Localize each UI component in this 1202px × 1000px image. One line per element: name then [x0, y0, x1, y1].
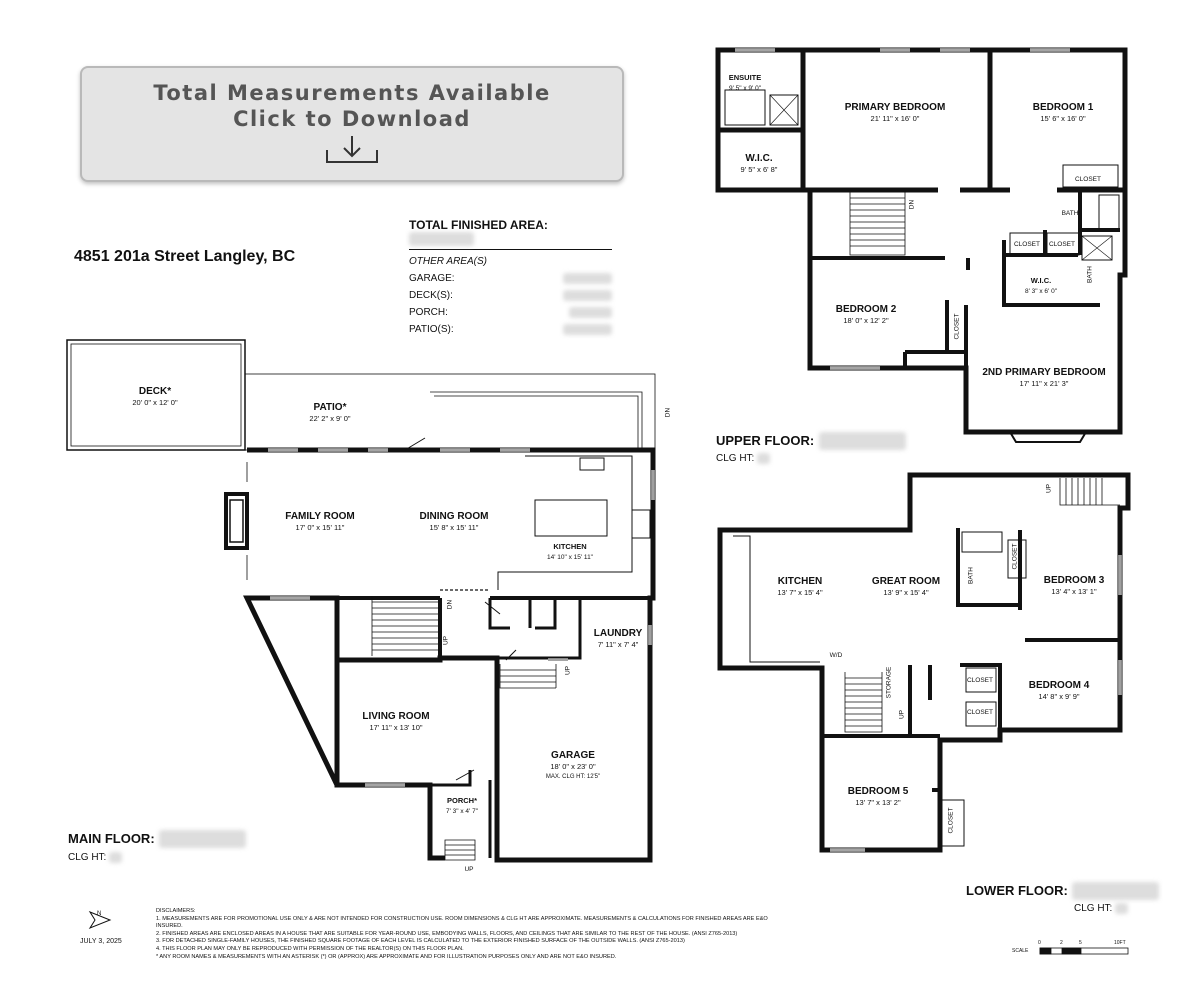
room-dimensions: 8' 3" x 6' 0": [1024, 288, 1058, 295]
room-dimensions: 13' 4" x 13' 1": [1051, 587, 1097, 596]
dn-label: DN: [908, 199, 916, 210]
disclaimer-line: 1. MEASUREMENTS ARE FOR PROMOTIONAL USE ONLY & ARE NOT INTENDED FOR CONSTRUCTION USE. ROOM DIMENSIONS & CLG HT ARE APPROXIMATE. MEASUREMENTS & CALCULATIONS FOR FINISHED AREAS ARE E&O INSURED.: [156, 915, 768, 930]
room-name: BEDROOM 1: [1032, 102, 1094, 113]
room-name: KITCHEN: [777, 576, 823, 587]
room-label-ensuite: [665, 72, 825, 94]
closet-label: CLOSET: [1011, 543, 1019, 570]
room-name: GARAGE: [551, 750, 595, 761]
room-name: W.I.C.: [1030, 276, 1052, 285]
room-label-primary: [815, 102, 975, 124]
storage-label: STORAGE: [885, 666, 893, 699]
room-dimensions: 18' 0" x 12' 2": [843, 316, 889, 325]
room-label-bed1: [983, 102, 1143, 124]
room-name: DINING ROOM: [419, 511, 489, 522]
compass-label: N: [97, 911, 102, 917]
scale-tick: 2: [1060, 940, 1063, 946]
redacted-value: [109, 852, 122, 863]
closet-label: CLOSET: [947, 807, 955, 834]
plan-date: JULY 3, 2025: [80, 938, 122, 945]
closet-label: CLOSET: [953, 313, 961, 340]
room-name: BEDROOM 4: [1028, 680, 1090, 691]
scale-tick: 10FT: [1114, 940, 1126, 946]
clg-label: CLG HT:: [716, 453, 755, 464]
room-label-bed5: [798, 786, 958, 808]
room-dimensions: 17' 11" x 21' 3": [1019, 379, 1069, 388]
area-row-label: PORCH:: [409, 307, 448, 318]
room-label-deck: [75, 386, 235, 408]
area-row-label: PATIO(S):: [409, 324, 454, 335]
room-name: DECK*: [138, 386, 172, 397]
room-dimensions: 18' 0" x 23' 0": [550, 762, 596, 771]
dn-label: DN: [664, 407, 672, 418]
room-note: MAX. CLG HT: 12'5": [545, 774, 601, 780]
room-label-bed2: [786, 304, 946, 326]
room-dimensions: 9' 5" x 6' 8": [740, 165, 778, 174]
scale-tick: 0: [1038, 940, 1041, 946]
room-label-bed3: [994, 575, 1154, 597]
room-dimensions: 13' 7" x 13' 2": [855, 798, 901, 807]
room-dimensions: 13' 9" x 15' 4": [883, 588, 929, 597]
download-line-1: Total Measurements Available: [153, 81, 551, 105]
scale-tick: 5: [1079, 940, 1082, 946]
room-dimensions: 14' 8" x 9' 9": [1038, 692, 1080, 701]
room-label-wic-upper: [679, 153, 839, 175]
lower-floor-title: [966, 882, 1159, 900]
redacted-value: [159, 830, 246, 848]
scale-label: SCALE: [1012, 948, 1029, 954]
room-dimensions: 14' 10" x 15' 11": [546, 554, 593, 561]
room-name: ENSUITE: [728, 73, 762, 82]
room-dimensions: 17' 11" x 13' 10": [369, 723, 423, 732]
area-row-label: GARAGE:: [409, 273, 455, 284]
room-dimensions: 22' 2" x 9' 0": [309, 414, 351, 423]
room-name: BEDROOM 5: [847, 786, 909, 797]
room-label-garage: [493, 750, 653, 783]
room-dimensions: 9' 5" x 9' 0": [728, 85, 762, 92]
main-floor-title: [68, 830, 246, 848]
room-name: BEDROOM 3: [1043, 575, 1105, 586]
upper-floor-clg: [716, 453, 770, 464]
up-label: UP: [442, 635, 450, 646]
disclaimer: [156, 908, 796, 961]
room-name: FAMILY ROOM: [285, 511, 355, 522]
floor-title-text: MAIN FLOOR:: [68, 831, 155, 846]
room-name: PATIO*: [313, 402, 347, 413]
room-name: LAUNDRY: [593, 628, 643, 639]
room-label-bed4: [979, 680, 1139, 702]
upper-floor-title: [716, 432, 906, 450]
room-name: BEDROOM 2: [835, 304, 897, 315]
lower-floor-clg: [1074, 903, 1128, 914]
room-label-dining: [374, 511, 534, 533]
room-dimensions: 20' 0" x 12' 0": [132, 398, 178, 407]
other-areas-label: OTHER AREA(S): [409, 256, 487, 267]
room-label-great: [826, 576, 986, 598]
room-label-primary2: [964, 367, 1124, 389]
up-label: UP: [898, 709, 906, 720]
room-label-porch: [382, 795, 542, 817]
closet-label: CLOSET: [966, 677, 993, 684]
room-name: LIVING ROOM: [362, 711, 430, 722]
room-label-patio: [250, 402, 410, 424]
room-dimensions: 7' 11" x 7' 4": [597, 640, 639, 649]
name-label: BATH: [1061, 210, 1079, 217]
room-dimensions: 15' 6" x 16' 0": [1040, 114, 1086, 123]
room-name: PRIMARY BEDROOM: [844, 102, 946, 113]
total-area-label: TOTAL FINISHED AREA:: [409, 218, 548, 232]
disclaimer-line: 4. THIS FLOOR PLAN MAY ONLY BE REPRODUCED WITH PERMISSION OF THE REALTOR(S) ON THIS FLOOR PLAN.: [156, 945, 464, 952]
room-dimensions: 7' 3" x 4' 7": [445, 808, 479, 815]
room-name: 2ND PRIMARY BEDROOM: [982, 367, 1106, 378]
disclaimer-line: 3. FOR DETACHED SINGLE-FAMILY HOUSES, THE FINISHED SQUARE FOOTAGE OF EACH LEVEL IS CALCULATED TO THE EXTERIOR FINISHED SURFACE OF THE OUTSIDE WALLS. (ANSI Z765-2013): [156, 938, 685, 945]
room-name: PORCH*: [446, 796, 477, 805]
dn-label: DN: [446, 599, 454, 610]
room-label-kitchen-main: [490, 541, 650, 563]
closet-label: CLOSET: [1048, 241, 1075, 248]
room-label-wic2: [961, 275, 1121, 297]
room-name: W.I.C.: [745, 153, 773, 164]
up-label: UP: [564, 665, 572, 676]
disclaimer-line: * ANY ROOM NAMES & MEASUREMENTS WITH AN ASTERISK (*) OR (APPROX) ARE APPROXIMATE AND FOR ILLUSTRATION PURPOSES ONLY AND ARE NOT E&O INSURED.: [156, 953, 617, 960]
room-name: GREAT ROOM: [871, 576, 941, 587]
wd-label: W/D: [829, 652, 843, 659]
room-name: KITCHEN: [553, 542, 587, 551]
room-label-laundry: [538, 628, 698, 650]
room-dimensions: 21' 11" x 16' 0": [870, 114, 920, 123]
redacted-value: [819, 432, 906, 450]
room-dimensions: 17' 0" x 15' 11": [295, 523, 345, 532]
download-line-2: Click to Download: [233, 107, 471, 131]
redacted-value: [1115, 903, 1128, 914]
redacted-value: [757, 453, 770, 464]
property-address: 4851 201a Street Langley, BC: [74, 248, 296, 265]
redacted-value: [1072, 882, 1159, 900]
disclaimer-title: DISCLAIMERS:: [156, 908, 196, 914]
clg-label: CLG HT:: [68, 852, 107, 863]
up-label: UP: [1045, 483, 1053, 494]
room-label-living: [316, 711, 476, 733]
up-label: UP: [464, 866, 474, 873]
area-row-label: DECK(S):: [409, 290, 453, 301]
disclaimer-line: 2. FINISHED AREAS ARE ENCLOSED AREAS IN A HOUSE THAT ARE SUITABLE FOR YEAR-ROUND USE, EMBODYING WALLS, FLOORS, AND CEILINGS THAT ARE SIMILAR TO THE REST OF THE HOUSE. (ANSI Z765-2013): [156, 930, 738, 937]
closet-label: CLOSET: [1013, 241, 1040, 248]
floor-title-text: UPPER FLOOR:: [716, 433, 815, 448]
room-dimensions: 13' 7" x 15' 4": [777, 588, 823, 597]
clg-label: CLG HT:: [1074, 903, 1113, 914]
main-floor-clg: [68, 852, 122, 863]
name-label: BATH: [1086, 266, 1094, 283]
floor-title-text: LOWER FLOOR:: [966, 883, 1068, 898]
room-dimensions: 15' 8" x 15' 11": [429, 523, 479, 532]
name-label: BATH: [967, 567, 975, 584]
closet-label: CLOSET: [1074, 176, 1101, 183]
scale-bar: [1040, 948, 1128, 954]
closet-label: CLOSET: [966, 709, 993, 716]
